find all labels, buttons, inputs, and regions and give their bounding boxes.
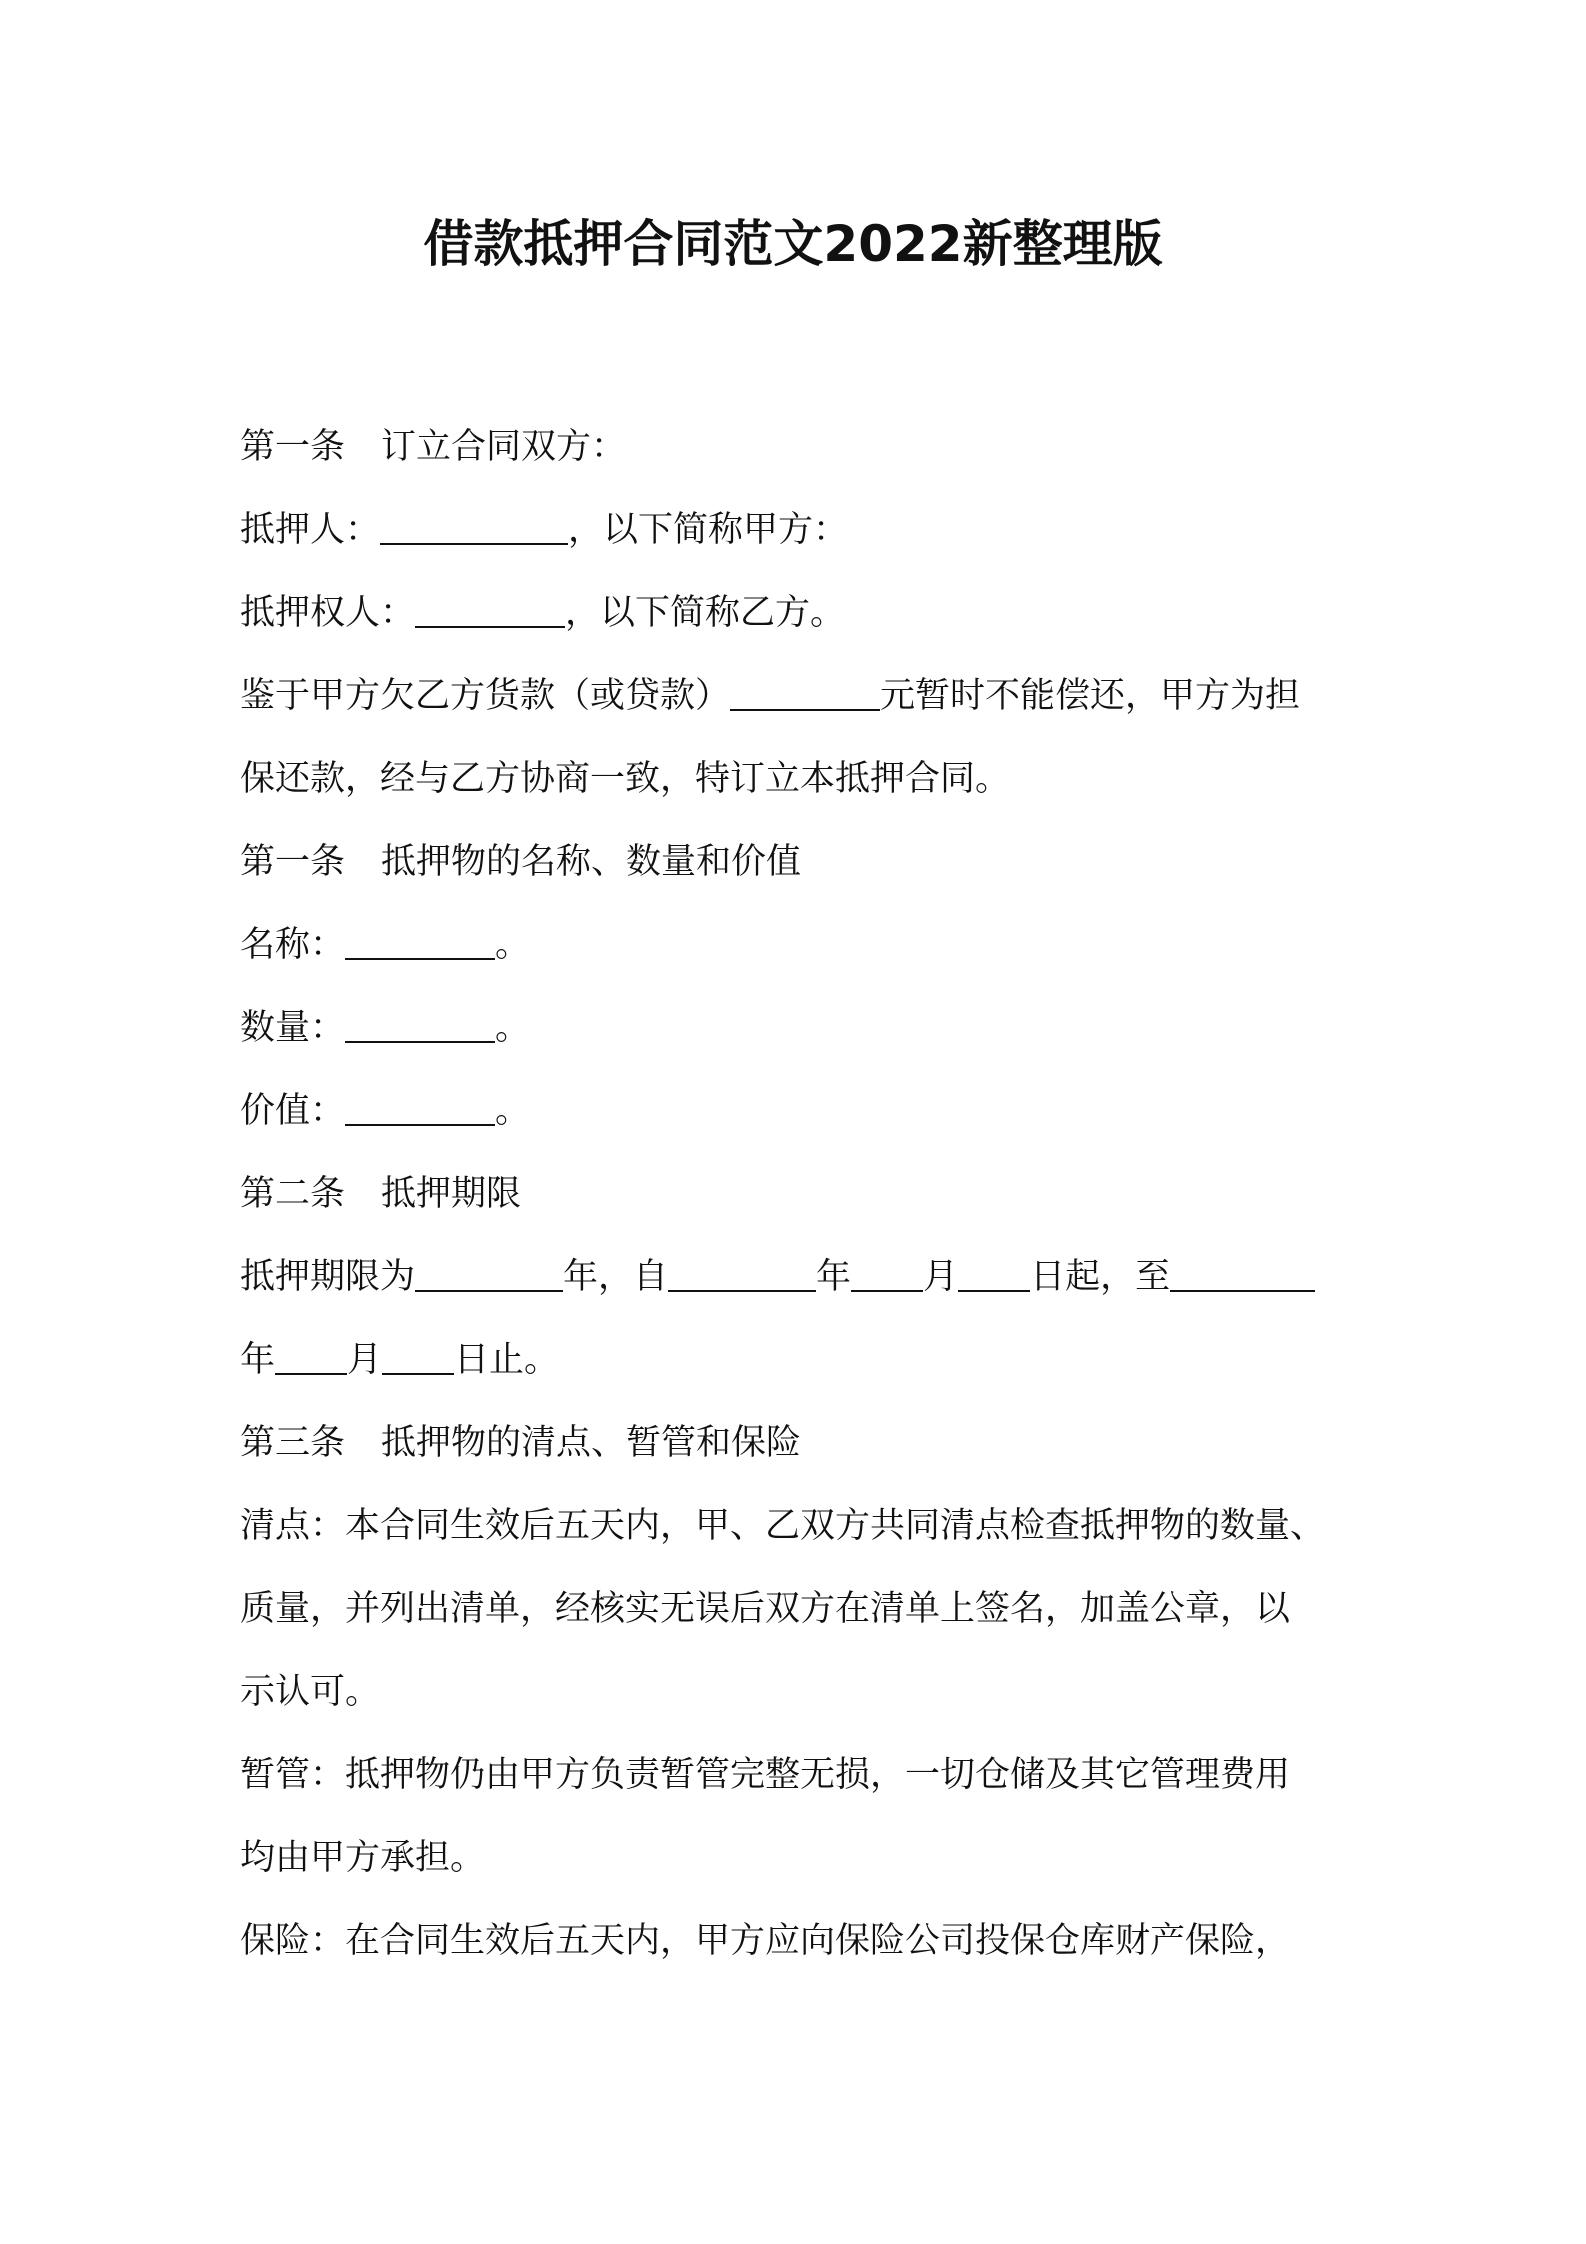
mortgagee-label: 抵押权人：: [240, 593, 416, 633]
name-blank: [345, 920, 495, 960]
mortgagor-label: 抵押人：: [240, 510, 381, 550]
term-line: [240, 1319, 1350, 1402]
article-heading: [240, 1402, 1350, 1485]
paragraph-line: 暂管：抵押物仍由甲方负责暂管完整无损，一切仓储及其它管理费用: [240, 1755, 1291, 1795]
paragraph-line: 均由甲方承担。: [240, 1838, 486, 1878]
quantity-line: [240, 987, 1350, 1070]
name-label: 名称：: [240, 925, 346, 965]
article-heading: [240, 821, 1350, 904]
month-text: 月: [347, 1340, 383, 1380]
mortgagor-blank: [380, 505, 568, 545]
value-blank: [345, 1086, 495, 1126]
mortgagee-blank: [415, 588, 565, 628]
year-text: 年: [240, 1340, 276, 1380]
paragraph-line: 清点：本合同生效后五天内，甲、乙双方共同清点检查抵押物的数量、: [240, 1506, 1326, 1546]
start-year-blank: [668, 1252, 816, 1292]
article-heading: [240, 1153, 1350, 1236]
end-day-blank: [382, 1335, 454, 1375]
month-text: 月: [923, 1257, 959, 1297]
value-label: 价值：: [240, 1091, 346, 1131]
term-label: 抵押期限为: [240, 1257, 416, 1297]
mortgagee-line: [240, 572, 1350, 655]
quantity-blank: [345, 1003, 495, 1043]
term-text: 年，自: [563, 1257, 669, 1297]
debt-text-cont: 元暂时不能偿还，甲方为担: [880, 676, 1301, 716]
article-heading: [240, 406, 1350, 489]
article-title: 订立合同双方：: [381, 427, 627, 467]
period-mark: 。: [495, 925, 531, 965]
article-title: 抵押物的名称、数量和价值: [381, 842, 802, 882]
start-month-blank: [851, 1252, 923, 1292]
term-years-blank: [415, 1252, 563, 1292]
paragraph-line: [240, 655, 1350, 738]
end-month-blank: [275, 1335, 347, 1375]
mortgagee-suffix: ，以下简称乙方。: [565, 593, 846, 633]
document-body: [240, 406, 1350, 1983]
article-number: 第二条: [240, 1174, 346, 1214]
paragraph-line: 保还款，经与乙方协商一致，特订立本抵押合同。: [240, 759, 1011, 799]
article-number: 第三条: [240, 1423, 346, 1463]
day-text: 日起，至: [1030, 1257, 1171, 1297]
article-title: 抵押物的清点、暂管和保险: [381, 1423, 802, 1463]
debt-text: 鉴于甲方欠乙方货款（或贷款）: [240, 676, 731, 716]
mortgagor-suffix: ，以下简称甲方：: [568, 510, 849, 550]
debt-amount-blank: [730, 671, 880, 711]
document-title: 借款抵押合同范文2022新整理版: [423, 215, 1163, 273]
quantity-label: 数量：: [240, 1008, 346, 1048]
article-number: 第一条: [240, 842, 346, 882]
start-day-blank: [958, 1252, 1030, 1292]
value-line: [240, 1070, 1350, 1153]
period-mark: 。: [495, 1008, 531, 1048]
paragraph-line: 保险：在合同生效后五天内，甲方应向保险公司投保仓库财产保险，: [240, 1921, 1291, 1961]
paragraph-line: 示认可。: [240, 1672, 381, 1712]
mortgagor-line: [240, 489, 1350, 572]
article-number: 第一条: [240, 427, 346, 467]
period-mark: 。: [495, 1091, 531, 1131]
day-text: 日止。: [454, 1340, 560, 1380]
year-text: 年: [816, 1257, 852, 1297]
paragraph-line: 质量，并列出清单，经核实无误后双方在清单上签名，加盖公章，以: [240, 1589, 1291, 1629]
term-line: [240, 1236, 1350, 1319]
article-title: 抵押期限: [381, 1174, 522, 1214]
name-line: [240, 904, 1350, 987]
end-year-blank: [1170, 1252, 1315, 1292]
